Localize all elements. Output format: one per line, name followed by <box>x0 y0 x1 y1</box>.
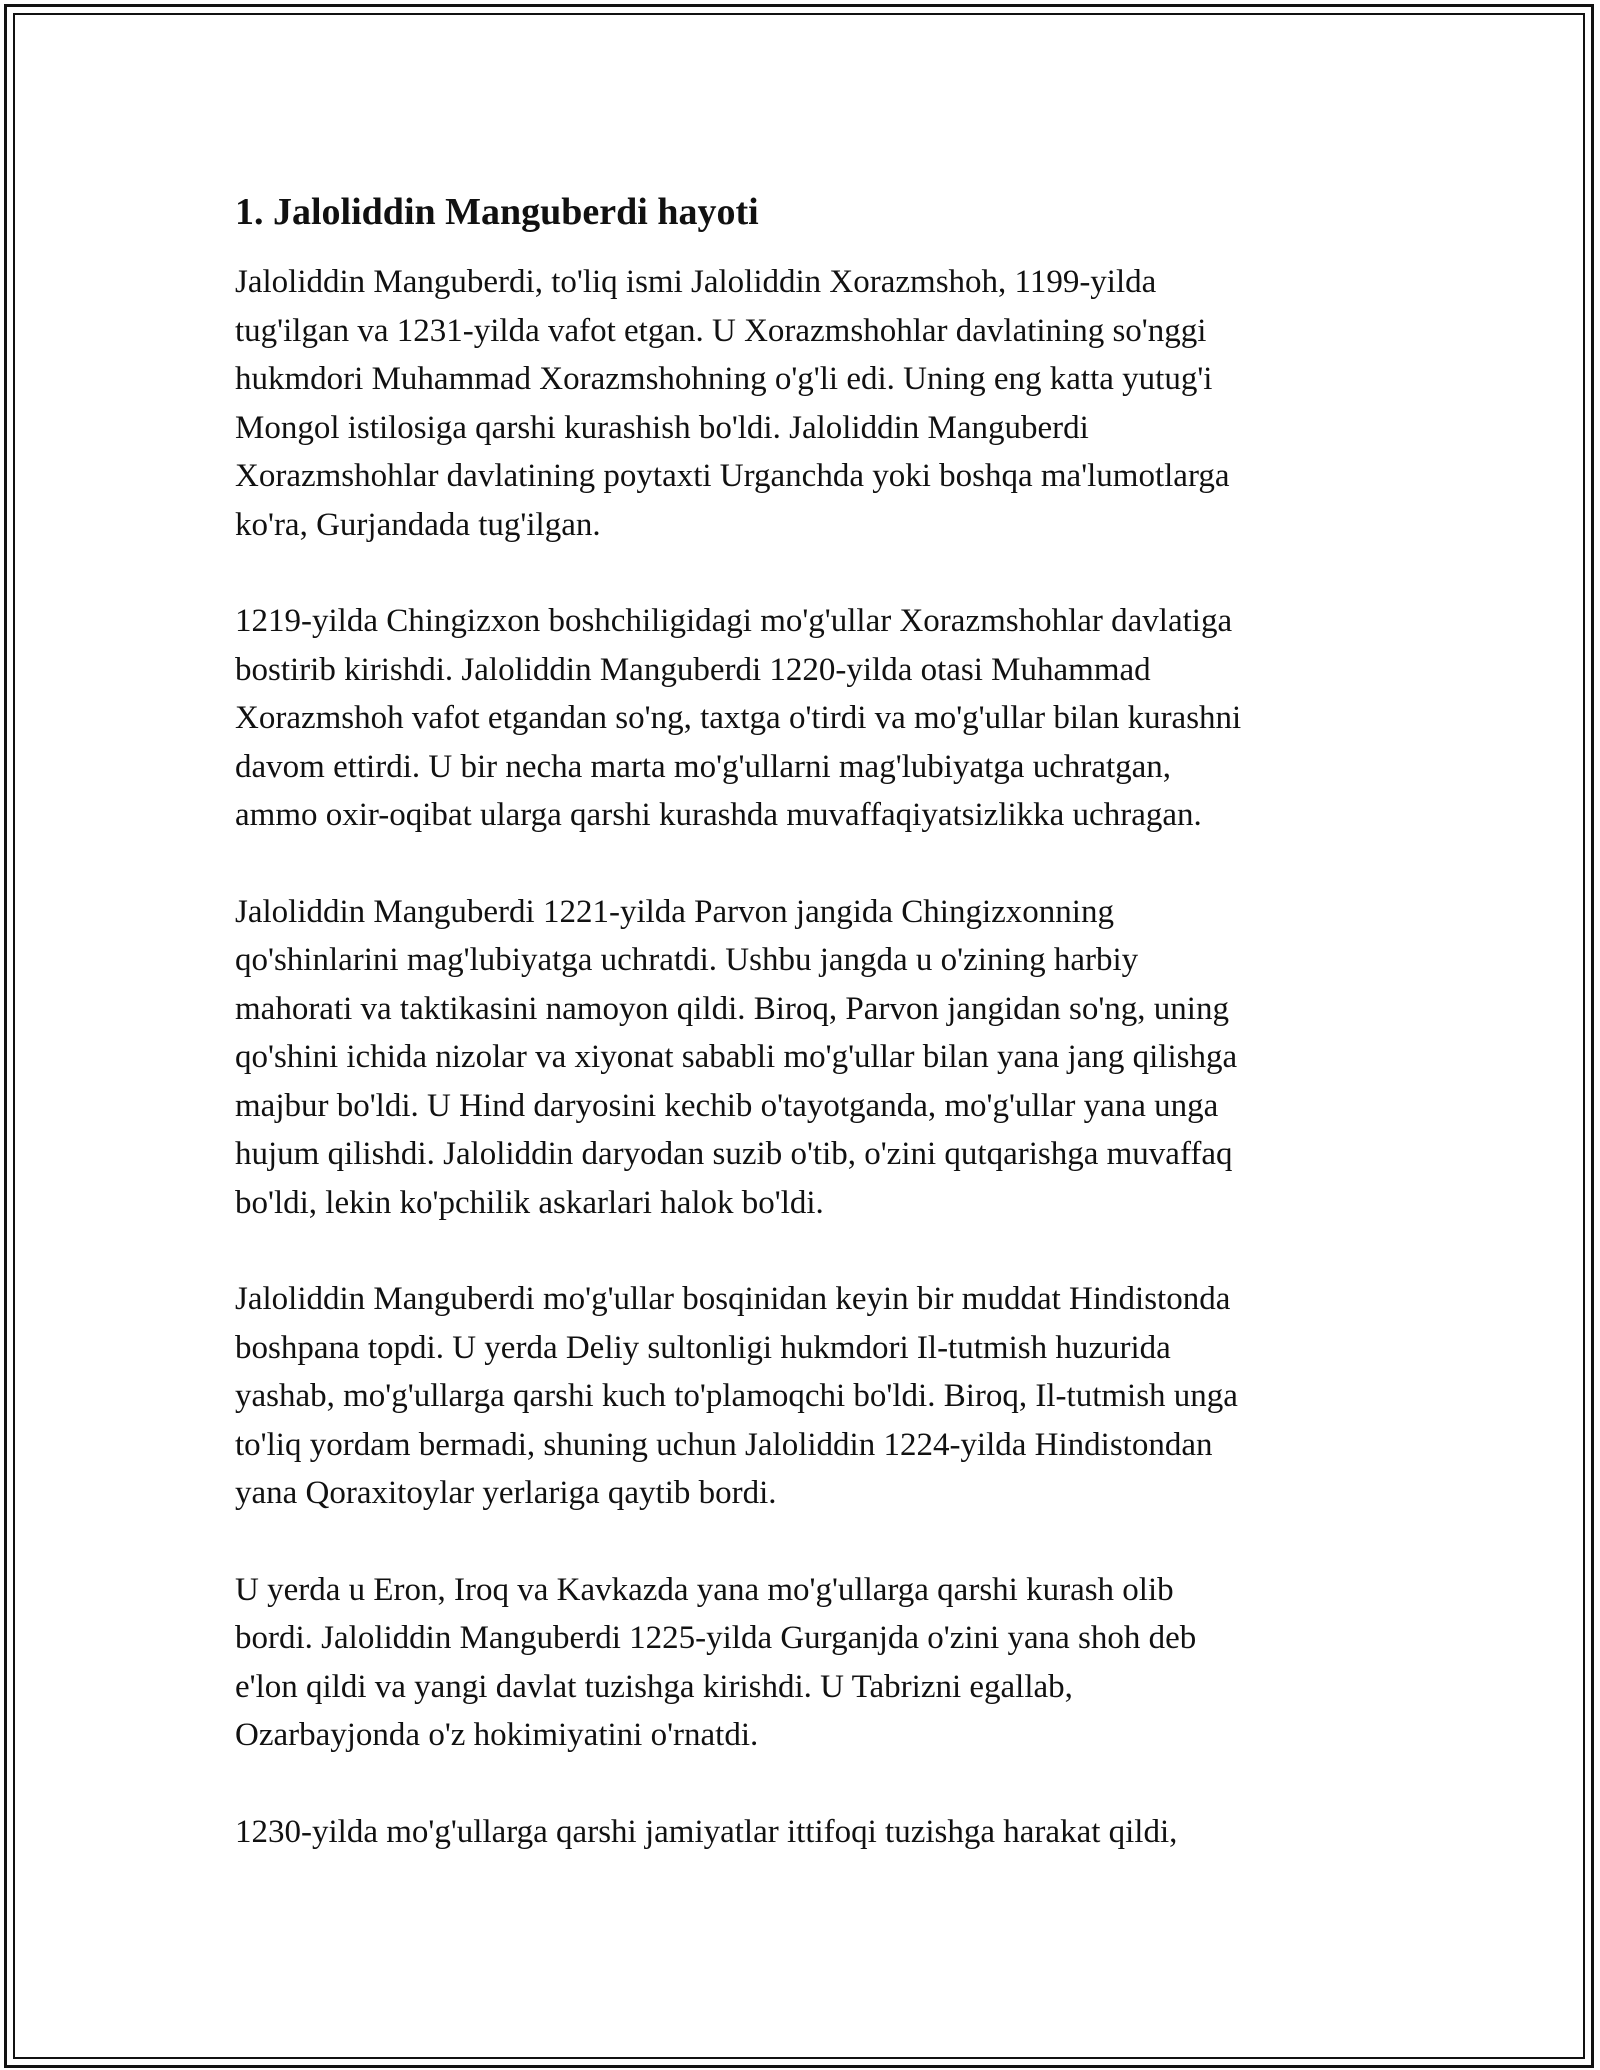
paragraph-line: bostirib kirishdi. Jaloliddin Manguberdi 1220-yilda otasi Muhammad <box>235 651 1151 688</box>
paragraph-line: qo'shini ichida nizolar va xiyonat sababli mo'g'ullar bilan yana jang qilishga <box>235 1039 1238 1075</box>
paragraph-line: yashab, mo'g'ullarga qarshi kuch to'plamoqchi bo'ldi. Biroq, Il-tutmish unga <box>235 1378 1238 1414</box>
paragraph-line: bordi. Jaloliddin Manguberdi 1225-yilda Gurganjda o'zini yana shoh deb <box>235 1620 1197 1656</box>
paragraph-line: 1230-yilda mo'g'ullarga qarshi jamiyatlar ittifoqi tuzishga harakat qildi, <box>235 1813 1178 1850</box>
paragraph-line: e'lon qildi va yangi davlat tuzishga kirishdi. U Tabrizni egallab, <box>235 1668 1073 1705</box>
document-title: 1. Jaloliddin Manguberdi hayoti <box>235 191 759 233</box>
paragraph-line: Jaloliddin Manguberdi mo'g'ullar bosqinidan keyin bir muddat Hindistonda <box>235 1281 1231 1317</box>
paragraph-line: ko'ra, Gurjandada tug'ilgan. <box>235 506 601 543</box>
paragraph-line: boshpana topdi. U yerda Deliy sultonligi hukmdori Il-tutmish huzurida <box>235 1329 1171 1366</box>
paragraph-line: qo'shinlarini mag'lubiyatga uchratdi. Ushbu jangda u o'zining harbiy <box>235 942 1139 978</box>
paragraph-line: bo'ldi, lekin ko'pchilik askarlari halok bo'ldi. <box>235 1184 824 1221</box>
paragraph-line: Xorazmshoh vafot etgandan so'ng, taxtga o'tirdi va mo'g'ullar bilan kurashni <box>235 700 1242 736</box>
paragraph <box>235 597 1365 840</box>
paragraph-line: ammo oxir-oqibat ularga qarshi kurashda muvaffaqiyatsizlikka uchragan. <box>235 797 1202 833</box>
document-body <box>235 188 1365 1904</box>
paragraph <box>235 258 1365 549</box>
paragraph-list <box>235 258 1365 1856</box>
paragraph-line: majbur bo'ldi. U Hind daryosini kechib o'tayotganda, mo'g'ullar yana unga <box>235 1087 1219 1124</box>
paragraph-line: 1219-yilda Chingizxon boshchiligidagi mo'g'ullar Xorazmshohlar davlatiga <box>235 603 1233 639</box>
paragraph-line: hujum qilishdi. Jaloliddin daryodan suzib o'tib, o'zini qutqarishga muvaffaq <box>235 1136 1233 1172</box>
paragraph <box>235 1566 1365 1760</box>
paragraph-line: mahorati va taktikasini namoyon qildi. Biroq, Parvon jangidan so'ng, uning <box>235 990 1229 1027</box>
paragraph-line: Mongol istilosiga qarshi kurashish bo'ldi. Jaloliddin Manguberdi <box>235 409 1089 446</box>
paragraph <box>235 888 1365 1228</box>
paragraph-line: Xorazmshohlar davlatining poytaxti Urganchda yoki boshqa ma'lumotlarga <box>235 458 1230 494</box>
paragraph-line: tug'ilgan va 1231-yilda vafot etgan. U Xorazmshohlar davlatining so'nggi <box>235 312 1207 349</box>
paragraph-line: hukmdori Muhammad Xorazmshohning o'g'li edi. Uning eng katta yutug'i <box>235 361 1213 397</box>
paragraph <box>235 1275 1365 1518</box>
paragraph-line: to'liq yordam bermadi, shuning uchun Jaloliddin 1224-yilda Hindistondan <box>235 1426 1213 1463</box>
paragraph-line: U yerda u Eron, Iroq va Kavkazda yana mo'g'ullarga qarshi kurash olib <box>235 1571 1174 1608</box>
paragraph <box>235 1808 1365 1857</box>
paragraph-line: davom ettirdi. U bir necha marta mo'g'ullarni mag'lubiyatga uchratgan, <box>235 748 1172 785</box>
paragraph-line: yana Qoraxitoylar yerlariga qaytib bordi. <box>235 1475 777 1511</box>
paragraph-line: Ozarbayjonda o'z hokimiyatini o'rnatdi. <box>235 1717 759 1753</box>
paragraph-line: Jaloliddin Manguberdi 1221-yilda Parvon jangida Chingizxonning <box>235 893 1114 930</box>
paragraph-line: Jaloliddin Manguberdi, to'liq ismi Jaloliddin Xorazmshoh, 1199-yilda <box>235 264 1157 300</box>
